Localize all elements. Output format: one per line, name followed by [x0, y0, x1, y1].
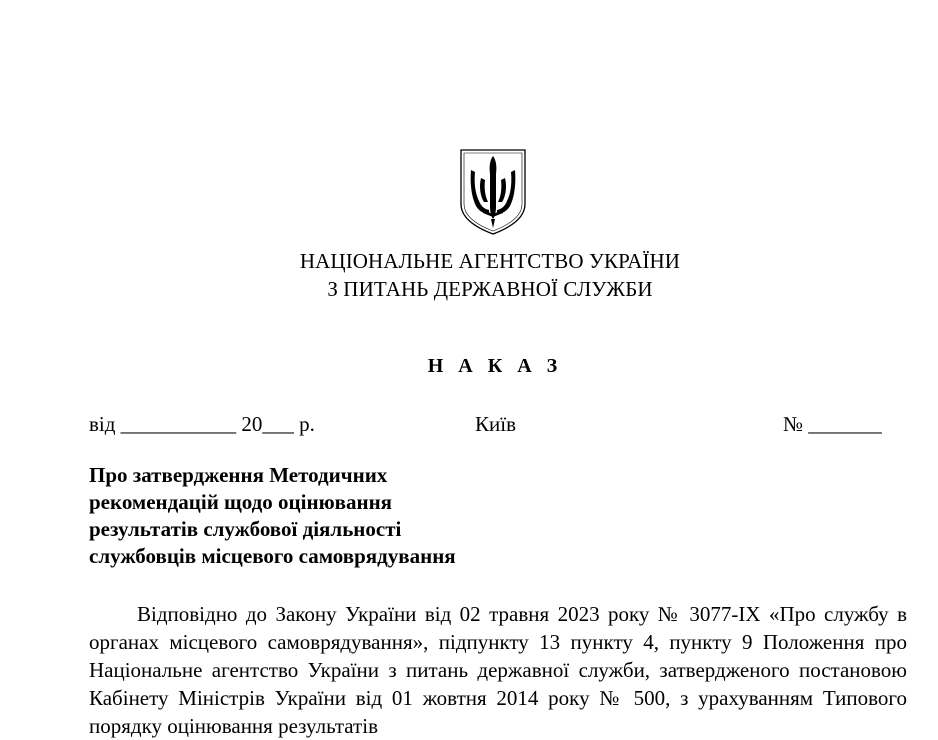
agency-name: [0, 247, 938, 303]
agency-name-line-2: З ПИТАНЬ ДЕРЖАВНОЇ СЛУЖБИ: [327, 277, 653, 301]
order-meta-row: [89, 410, 899, 438]
agency-name-line-1: НАЦІОНАЛЬНЕ АГЕНТСТВО УКРАЇНИ: [299, 249, 681, 273]
order-body: [89, 600, 907, 740]
order-date: від ___________ 20___ р.: [89, 412, 315, 436]
body-paragraph: Відповідно до Закону України від 02 травня 2023 року № 3077-IX «Про службу в органах місцевого самоврядування», підпункту 13 пункту 4, пункту 9 Положення про Національне агентство України з питань державної служби, затвердженого постановою Кабінету Міністрів України від 01 жовтня 2014 року № 500, з урахуванням Типового порядку оцінювання результатів: [89, 602, 907, 738]
order-subject: [89, 462, 549, 570]
order-city: Київ: [475, 412, 516, 436]
order-number: № _______: [783, 412, 882, 436]
order-title: Н А К А З: [427, 355, 563, 377]
subject-line: службовців місцевого самоврядування: [89, 544, 456, 568]
subject-line: Про затвердження Методичних: [89, 463, 388, 487]
subject-line: результатів службової діяльності: [89, 517, 402, 541]
coat-of-arms-icon: [459, 148, 527, 236]
subject-line: рекомендацій щодо оцінювання: [89, 490, 393, 514]
